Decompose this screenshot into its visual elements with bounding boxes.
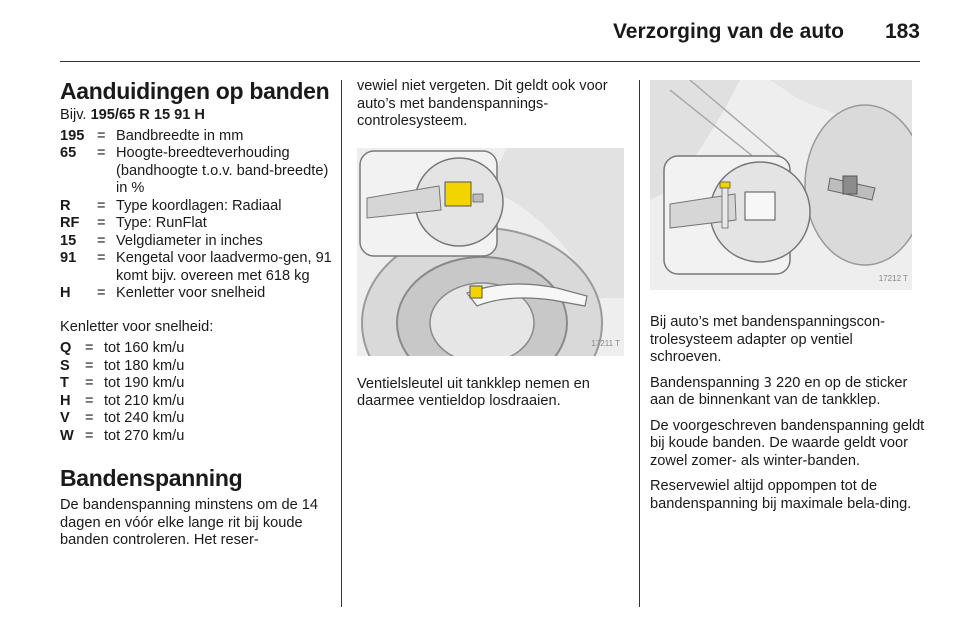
- definition-value: Hoogte-breedteverhouding (bandhoogte t.o.v. band-breedte) in %: [116, 145, 329, 196]
- speed-value: tot 210 km/u: [104, 392, 185, 409]
- speed-key: V: [60, 410, 70, 426]
- equals-sign: =: [85, 410, 94, 426]
- figure-pressure-adapter: [650, 80, 912, 290]
- speed-value: tot 160 km/u: [104, 340, 185, 356]
- speed-index-table: [60, 340, 184, 445]
- running-header-title: Verzorging van de auto: [612, 20, 844, 43]
- speed-row: [60, 340, 184, 358]
- speed-row: [60, 410, 184, 428]
- speed-row: [60, 358, 184, 376]
- tire-code-example: [60, 107, 332, 125]
- definition-key: RF: [60, 215, 80, 231]
- equals-sign: =: [97, 250, 106, 266]
- definition-value: Type: RunFlat: [116, 215, 207, 231]
- column-divider-1: [341, 80, 342, 607]
- figure-id: 17211 T: [591, 339, 620, 348]
- column-1: [60, 78, 332, 550]
- example-code: 195/65 R 15 91 H: [90, 107, 205, 123]
- equals-sign: =: [85, 357, 94, 374]
- spare-wheel-paragraph: Reservewiel altijd oppompen tot de bandenspanning bij maximale bela-ding.: [650, 478, 912, 512]
- speed-key: W: [60, 427, 74, 444]
- definition-row: [60, 145, 332, 198]
- definition-row: [60, 198, 332, 216]
- equals-sign: =: [85, 340, 94, 356]
- equals-sign: =: [97, 197, 106, 214]
- speed-row: [60, 375, 184, 393]
- definition-row: [60, 128, 332, 146]
- definition-value: Type koordlagen: Radiaal: [116, 197, 282, 214]
- definition-key: 65: [60, 145, 77, 161]
- definition-value: Kenletter voor snelheid: [116, 285, 266, 301]
- definition-row: [60, 250, 332, 285]
- equals-sign: =: [97, 285, 106, 301]
- speed-row: [60, 393, 184, 411]
- pressure-label: Bandenspanning: [650, 374, 760, 391]
- speed-key: S: [60, 357, 70, 374]
- example-prefix: Bijv.: [60, 107, 87, 123]
- cold-tires-paragraph: De voorgeschreven bandenspanning geldt bij koude banden. De waarde geldt voor zowel zomer- als winter-banden.: [650, 417, 925, 469]
- equals-sign: =: [97, 232, 106, 249]
- figure-id: 17212 T: [878, 273, 908, 283]
- pressure-adapter-illustration: [650, 80, 912, 290]
- definition-key: H: [60, 285, 71, 301]
- speed-value: tot 270 km/u: [104, 427, 185, 444]
- adapter-paragraph: Bij auto’s met bandenspanningscon-trolesysteem adapter op ventiel schroeven.: [650, 314, 886, 365]
- definition-row: [60, 233, 332, 251]
- definition-key: 15: [60, 232, 77, 249]
- column-2: [357, 78, 629, 411]
- definition-row: [60, 285, 332, 303]
- pressure-reference-paragraph: [650, 375, 925, 410]
- speed-key: Q: [60, 340, 72, 356]
- equals-sign: =: [85, 375, 94, 391]
- page-reference: 220 en op de sticker aan de binnenkant van de tankklep.: [650, 374, 908, 408]
- equals-sign: =: [85, 427, 94, 444]
- speed-value: tot 180 km/u: [104, 357, 185, 374]
- definition-key: R: [60, 197, 71, 214]
- definition-key: 195: [60, 127, 85, 144]
- speed-row: [60, 428, 184, 446]
- equals-sign: =: [85, 392, 94, 409]
- pressure-paragraph: De bandenspanning minstens om de 14 dagen en vóór elke lange rit bij koude banden controleren. Het reser-: [60, 497, 318, 548]
- equals-sign: =: [97, 215, 106, 231]
- page-number: 183: [884, 20, 920, 43]
- arrow-ref-icon: 3: [763, 375, 772, 391]
- equals-sign: =: [97, 127, 106, 144]
- figure-valve-key: [357, 148, 624, 356]
- speed-key: H: [60, 392, 71, 409]
- speed-index-intro: Kenletter voor snelheid:: [60, 318, 214, 335]
- definition-value: Kengetal voor laadvermo-gen, 91 komt bijv. overeen met 618 kg: [116, 250, 332, 284]
- section-heading-tire-pressure: Bandenspanning: [60, 465, 243, 491]
- definition-value: Bandbreedte in mm: [116, 127, 244, 144]
- tire-code-definitions: [60, 128, 332, 303]
- column-divider-2: [639, 80, 640, 607]
- continued-paragraph: vewiel niet vergeten. Dit geldt ook voor auto’s met bandenspannings-controlesysteem.: [357, 78, 608, 129]
- speed-value: tot 190 km/u: [104, 375, 185, 391]
- definition-value: Velgdiameter in inches: [116, 232, 263, 249]
- equals-sign: =: [97, 145, 106, 161]
- header-rule: [60, 61, 920, 62]
- definition-key: 91: [60, 250, 77, 266]
- figure-caption: Ventielsleutel uit tankklep nemen en daarmee ventieldop losdraaien.: [357, 375, 590, 409]
- speed-key: T: [60, 375, 69, 391]
- column-3: [650, 80, 925, 513]
- section-heading-tire-markings: Aanduidingen op banden: [60, 78, 330, 104]
- speed-value: tot 240 km/u: [104, 410, 185, 426]
- definition-row: [60, 215, 332, 233]
- valve-key-illustration: [357, 148, 624, 356]
